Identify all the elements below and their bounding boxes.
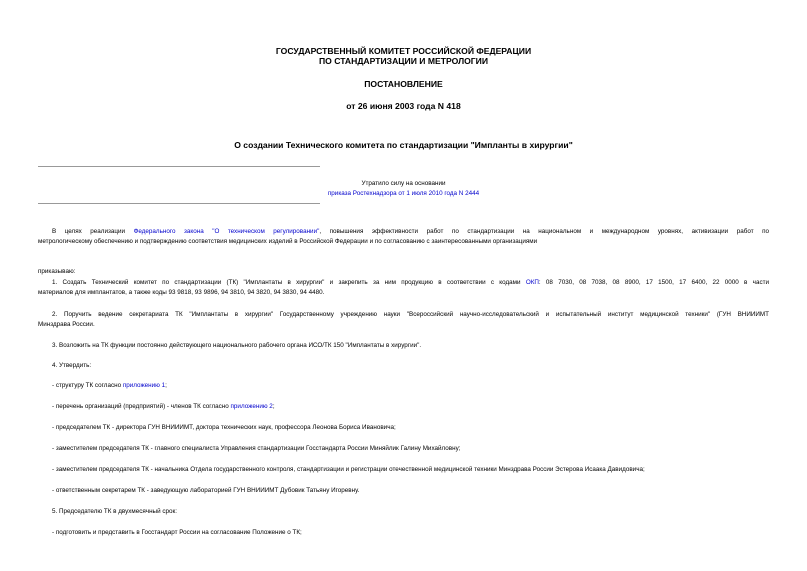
sub-structure-text: - структуру ТК согласно [52, 382, 122, 389]
sub-secretary: - ответственным секретарем ТК - заведующую лабораторией ГУН ВНИИИМТ Дубовик Татьяну Игоревну. [52, 487, 360, 494]
item1-text-rest: : 08 7030, 08 7038, 08 8900, 17 1500, 17 6400, 22 0000 в части [538, 279, 770, 286]
repeal-order-link[interactable]: приказа Ростехнадзора от 1 июля 2010 года N 2444 [327, 190, 480, 197]
federal-law-link[interactable]: Федерального закона "О техническом регулировании" [133, 228, 320, 235]
intro-text-start: В целях реализации [52, 228, 126, 235]
item1-line1 [38, 278, 769, 288]
document-title: О создании Технического комитета по стандартизации "Импланты в хирургии" [234, 140, 573, 150]
document-type: ПОСТАНОВЛЕНИЕ [364, 79, 443, 89]
divider-top [38, 166, 320, 167]
sub-deputy1: - заместителем председателя ТК - главного специалиста Управления стандартизации Госстандарта России Миняйлик Галину Михайловну; [52, 445, 461, 452]
okp-link[interactable]: ОКП [525, 279, 539, 286]
status-note-link-row [0, 189, 807, 198]
item5: 5. Председателю ТК в двухмесячный срок: [52, 508, 178, 515]
committee-name-line2: ПО СТАНДАРТИЗАЦИИ И МЕТРОЛОГИИ [318, 56, 489, 66]
sub-members [38, 402, 769, 412]
intro-text-rest: , повышения эффективности работ по стандартизации на национальном и международном уровнях, активизации работ по [319, 228, 770, 235]
intro-paragraph-line2: метрологическому обеспечению и подтверждению соответствия медицинских изделий в Российской Федерации и по согласованию с заинтересованными организациями [38, 238, 538, 245]
document-date: от 26 июня 2003 года N 418 [346, 101, 461, 111]
item2-line2: Минздрава России. [38, 321, 95, 328]
item2-line1: 2. Поручить ведение секретариата ТК "Имплантаты в хирургии" Государственному учреждению науки "Всероссийский научно-исследовательский и испытательный институт медицинской техники" (ГУН ВНИИИМТ [52, 311, 769, 318]
sub-chair: - председателем ТК - директора ГУН ВНИИИМТ, доктора технических наук, профессора Леонова Бориса Ивановича; [52, 424, 396, 431]
sub-structure-end: ; [165, 382, 167, 389]
sub-members-end: ; [272, 403, 275, 410]
appendix2-link[interactable]: приложению 2 [230, 403, 273, 410]
sub-members-text: - перечень организаций (предприятий) - членов ТК согласно [52, 403, 229, 410]
sub-deputy2: - заместителем председателя ТК - начальника Отдела государственного контроля, стандартизации и регистрации отечественной медицинской техники Минздрава России Эстерова Исаака Давидовича; [52, 466, 645, 473]
status-note-label: Утратило силу на основании [361, 180, 446, 187]
item1-line2: материалов для имплантатов, а также коды 93 9818, 93 9896, 94 3810, 94 3820, 94 3830, 94 4480. [38, 289, 325, 296]
intro-paragraph-line1 [38, 227, 769, 237]
sub-prepare: - подготовить и представить в Госстандарт России на согласование Положение о ТК; [52, 529, 302, 536]
item4: 4. Утвердить: [52, 362, 92, 369]
sub-structure [38, 381, 769, 391]
divider-bottom [38, 203, 320, 204]
orders-word: приказываю: [38, 268, 76, 275]
item1-text-start: 1. Создать Технический комитет по стандартизации (ТК) "Имплантаты в хирургии" и закрепить за ним продукцию в соответствии с кодами [52, 279, 521, 286]
committee-name-line1: ГОСУДАРСТВЕННЫЙ КОМИТЕТ РОССИЙСКОЙ ФЕДЕРАЦИИ [275, 46, 532, 56]
item3: 3. Возложить на ТК функции постоянно действующего национального рабочего органа ИСО/ТК 150 "Имплантаты в хирургии". [52, 342, 422, 349]
appendix1-link[interactable]: приложению 1 [122, 382, 166, 389]
